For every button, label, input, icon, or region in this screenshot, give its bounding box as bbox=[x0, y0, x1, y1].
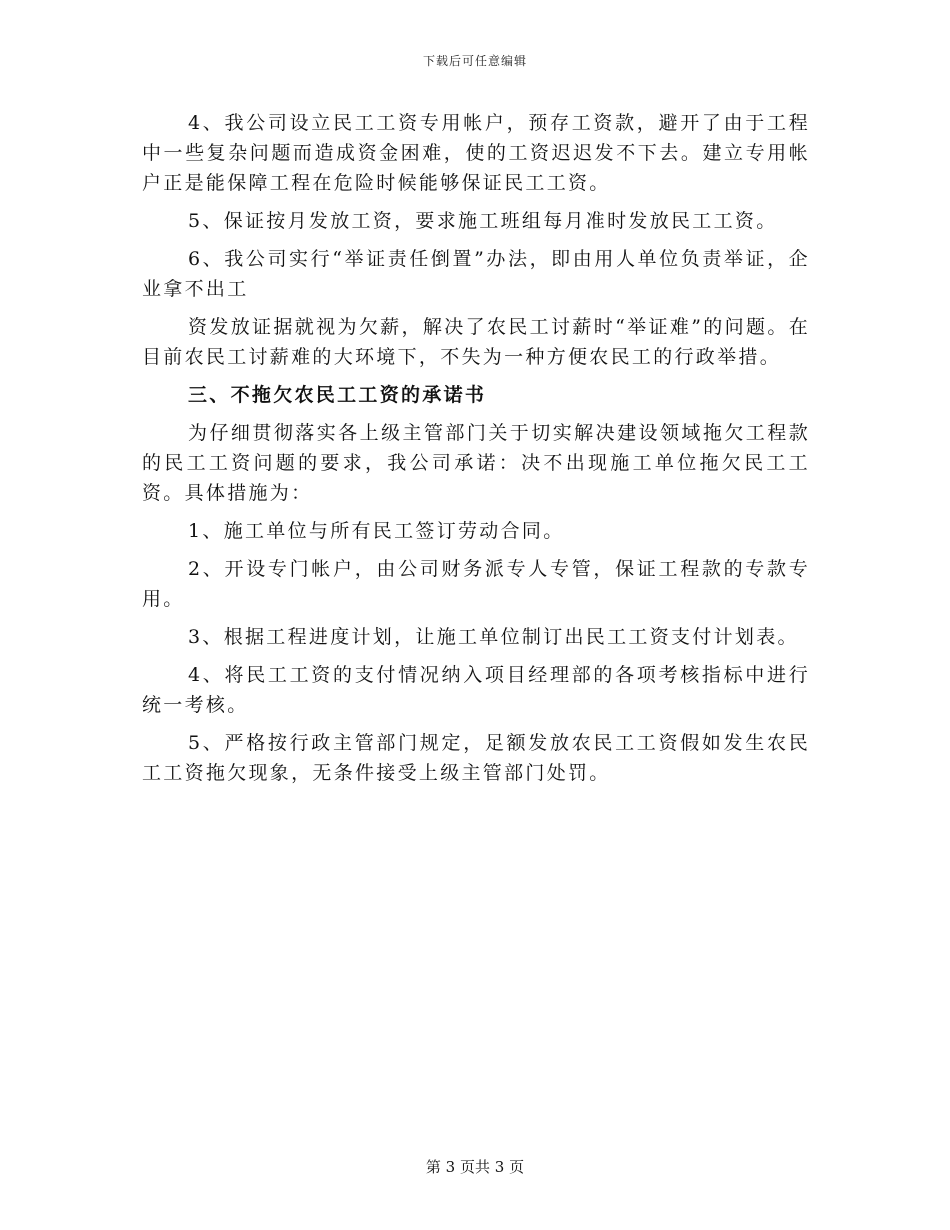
document-body bbox=[142, 108, 810, 796]
paragraph-6: 为仔细贯彻落实各上级主管部门关于切实解决建设领域拖欠工程款的民工工资问题的要求，我公司承诺：决不出现施工单位拖欠民工工资。具体措施为： bbox=[142, 422, 810, 504]
paragraph-1: 4、我公司设立民工工资专用帐户，预存工资款，避开了由于工程中一些复杂问题而造成资金困难，使的工资迟迟发不下去。建立专用帐户正是能保障工程在危险时候能够保证民工工资。 bbox=[142, 112, 810, 194]
paragraph-7: 1、施工单位与所有民工签订劳动合同。 bbox=[188, 520, 565, 542]
page-header: 下载后可任意编辑 bbox=[422, 54, 527, 68]
paragraph-2: 5、保证按月发放工资，要求施工班组每月准时发放民工工资。 bbox=[188, 210, 778, 232]
paragraph-11: 5、严格按行政主管部门规定，足额发放农民工工资假如发生农民工工资拖欠现象，无条件接受上级主管部门处罚。 bbox=[142, 732, 810, 784]
paragraph-9: 3、根据工程进度计划，让施工单位制订出民工工资支付计划表。 bbox=[188, 626, 799, 648]
paragraph-10: 4、将民工工资的支付情况纳入项目经理部的各项考核指标中进行统一考核。 bbox=[142, 664, 810, 716]
paragraph-4: 资发放证据就视为欠薪，解决了农民工讨薪时“举证难”的问题。在目前农民工讨薪难的大环境下，不失为一种方便农民工的行政举措。 bbox=[142, 316, 810, 368]
paragraph-3: 6、我公司实行“举证责任倒置”办法，即由用人单位负责举证，企业拿不出工 bbox=[142, 248, 810, 300]
section-heading: 三、不拖欠农民工工资的承诺书 bbox=[188, 384, 487, 406]
paragraph-8: 2、开设专门帐户，由公司财务派专人专管，保证工程款的专款专用。 bbox=[142, 558, 810, 610]
page-footer: 第 3 页共 3 页 bbox=[425, 1158, 525, 1176]
